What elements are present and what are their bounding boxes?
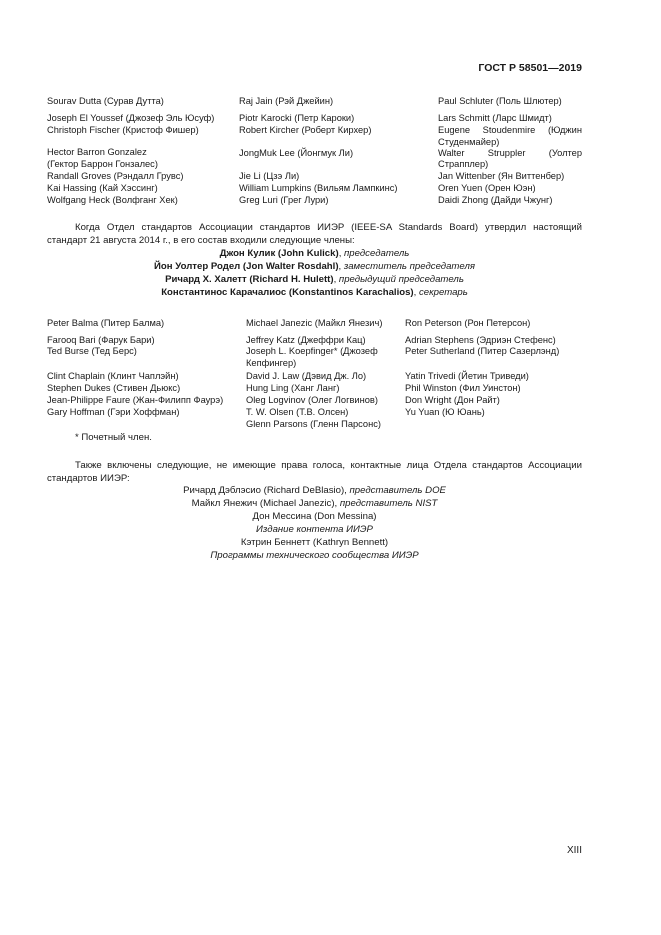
list-item: Clint Chaplain (Клинт Чаплэйн) xyxy=(47,371,179,381)
list-item: Robert Kircher (Роберт Кирхер) xyxy=(239,125,372,135)
officer-name: Джон Кулик (John Kulick) xyxy=(219,248,339,259)
list-item: JongMuk Lee (Йонгмук Ли) xyxy=(239,148,354,158)
liaison-line: Дон Мессина (Don Messina) xyxy=(252,511,377,522)
officer-name: Йон Уолтер Родел (Jon Walter Rosdahl) xyxy=(154,261,339,272)
list-item: Piotr Karocki (Петр Кароки) xyxy=(239,113,355,123)
list-item-part: Stoudenmire xyxy=(482,125,536,135)
list-item xyxy=(438,125,582,136)
list-item: Wolfgang Heck (Волфганг Хек) xyxy=(47,195,178,205)
separator: , xyxy=(338,248,345,259)
board-line xyxy=(47,274,582,287)
list-item: Phil Winston (Фил Уинстон) xyxy=(405,383,521,393)
liaison-line: Кэтрин Беннетт (Kathryn Bennett) xyxy=(240,537,389,548)
list-item: Raj Jain (Рэй Джейин) xyxy=(239,96,334,106)
officer-role: секретарь xyxy=(418,287,468,298)
list-item: Gary Hoffman (Гэри Хоффман) xyxy=(47,407,180,417)
officer-role: заместитель председателя xyxy=(343,261,475,272)
list-item: Ron Peterson (Рон Петерсон) xyxy=(405,318,531,328)
list-item-part: Eugene xyxy=(438,125,471,135)
list-item: Michael Janezic (Майкл Янезич) xyxy=(246,318,383,328)
liaison-line xyxy=(47,498,582,511)
separator: , xyxy=(344,485,350,496)
list-item xyxy=(438,148,582,159)
separator: , xyxy=(413,287,419,298)
list-item: Ted Burse (Тед Берс) xyxy=(47,346,137,356)
list-item: Kai Hassing (Кай Хэссинг) xyxy=(47,183,158,193)
list-item: T. W. Olsen (Т.В. Олсен) xyxy=(246,407,349,417)
list-item: Jan Wittenber (Ян Виттенбер) xyxy=(438,171,565,181)
page-number: XIII xyxy=(566,845,582,856)
list-item: Joseph L. Koepfinger* (Джозеф xyxy=(246,346,378,356)
list-item: Hung Ling (Ханг Ланг) xyxy=(246,383,340,393)
list-item: Paul Schluter (Поль Шлютер) xyxy=(438,96,562,106)
list-item: Don Wright (Дон Райт) xyxy=(405,395,500,405)
list-item: Peter Balma (Питер Балма) xyxy=(47,318,165,328)
board-line xyxy=(47,248,582,261)
footnote: * Почетный член. xyxy=(75,432,152,443)
liaison-line xyxy=(47,485,582,498)
officer-name: Ричард Х. Халетт (Richard H. Hulett) xyxy=(165,274,334,285)
list-item: William Lumpkins (Вильям Лампкинс) xyxy=(239,183,398,193)
list-item: Yu Yuan (Ю Юань) xyxy=(405,407,485,417)
list-item: Страпплер) xyxy=(438,159,489,169)
list-item: Hector Barron Gonzalez xyxy=(47,147,147,157)
list-item-part: Walter xyxy=(438,148,465,158)
list-item: Christoph Fischer (Кристоф Фишер) xyxy=(47,125,199,135)
list-item: Yatin Trivedi (Йетин Триведи) xyxy=(405,371,529,381)
separator: , xyxy=(333,274,339,285)
list-item: Daidi Zhong (Дайди Чжунг) xyxy=(438,195,553,205)
list-item: Oren Yuen (Орен Юэн) xyxy=(438,183,536,193)
list-item: Farooq Bari (Фарук Бари) xyxy=(47,335,155,345)
list-item: Greg Luri (Грег Лури) xyxy=(239,195,329,205)
list-item: Кепфингер) xyxy=(246,358,297,368)
list-item: Adrian Stephens (Эдриэн Стефенс) xyxy=(405,335,556,345)
list-item: Oleg Logvinov (Олег Логвинов) xyxy=(246,395,378,405)
list-item: Peter Sutherland (Питер Сазерлэнд) xyxy=(405,346,560,356)
list-item: Joseph El Youssef (Джозеф Эль Юсуф) xyxy=(47,113,215,123)
liaison-role: представитель DOE xyxy=(349,485,446,496)
list-item: (Гектор Баррон Гонзалес) xyxy=(47,159,158,169)
list-item-part: (Уолтер xyxy=(548,148,582,158)
document-header: ГОСТ Р 58501—2019 xyxy=(478,62,582,74)
intro-paragraph-2: Также включены следующие, не имеющие права голоса, контактные лица Отдела стандартов Ассоциации стандартов ИИЭР: xyxy=(47,460,582,484)
list-item-part: Struppler xyxy=(487,148,526,158)
intro-paragraph-1: Когда Отдел стандартов Ассоциации стандартов ИИЭР (IEEE-SA Standards Board) утвердил настоящий стандарт 21 августа 2014 г., в его состав входили следующие члены: xyxy=(47,222,582,246)
list-item: Jeffrey Katz (Джеффри Кац) xyxy=(246,335,366,345)
liaison-name: Ричард Дэблэсио (Richard DeBlasio) xyxy=(183,485,345,496)
separator: , xyxy=(334,498,340,509)
officer-role: председатель xyxy=(344,248,410,259)
board-line xyxy=(47,287,582,300)
officer-name: Константинос Карачалиос (Konstantinos Karachalios) xyxy=(161,287,414,298)
list-item: Glenn Parsons (Гленн Парсонс) xyxy=(246,419,381,429)
list-item: Stephen Dukes (Стивен Дьюкс) xyxy=(47,383,181,393)
list-item: David J. Law (Дэвид Дж. Ло) xyxy=(246,371,367,381)
liaison-name: Майкл Янежич (Michael Janezic) xyxy=(191,498,335,509)
list-item: Sourav Dutta (Сурав Дутта) xyxy=(47,96,164,106)
list-item: Jean-Philippe Faure (Жан-Филипп Фаурэ) xyxy=(47,395,224,405)
list-item: Randall Groves (Рэндалл Грувс) xyxy=(47,171,184,181)
board-line xyxy=(47,261,582,274)
list-item: Студенмайер) xyxy=(438,137,500,147)
list-item: Lars Schmitt (Ларс Шмидт) xyxy=(438,113,552,123)
officer-role: предыдущий председатель xyxy=(338,274,464,285)
liaison-line: Издание контента ИИЭР xyxy=(256,524,373,535)
liaison-role: представитель NIST xyxy=(339,498,438,509)
liaison-line: Программы технического сообщества ИИЭР xyxy=(210,550,419,561)
separator: , xyxy=(338,261,344,272)
list-item: Jie Li (Цзэ Ли) xyxy=(239,171,300,181)
list-item-part: (Юджин xyxy=(547,125,582,135)
